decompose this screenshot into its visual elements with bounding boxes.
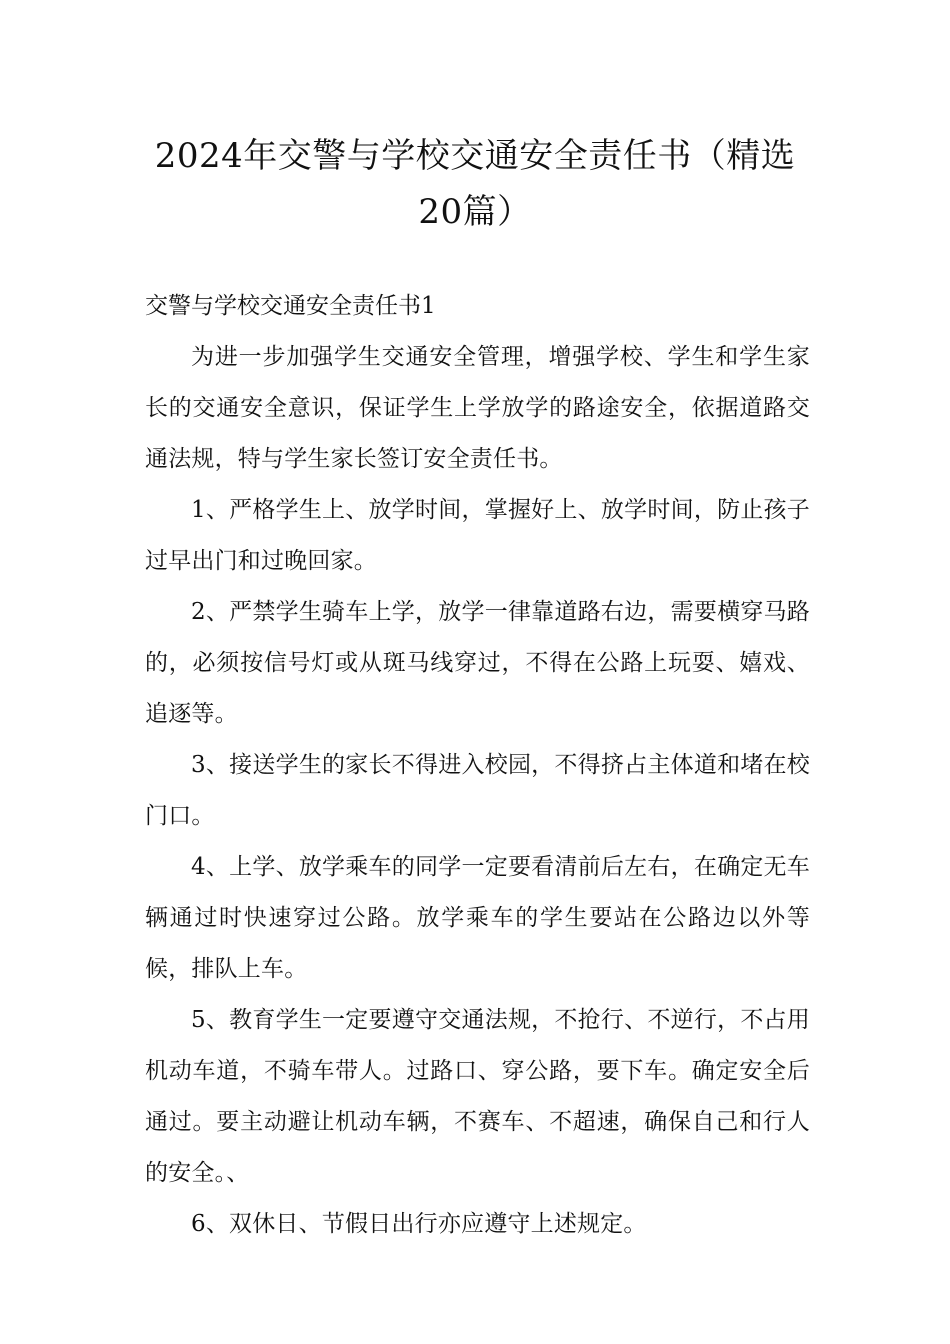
section-heading: 交警与学校交通安全责任书1 [145,293,436,319]
document-title [120,128,830,240]
paragraph-item-4: 4、上学、放学乘车的同学一定要看清前后左右，在确定无车辆通过时快速穿过公路。放学乘车的学生要站在公路边以外等候，排队上车。 [145,854,810,982]
document-title-line-1: 2024年交警与学校交通安全责任书（精选 [154,136,796,176]
document-title-line-2: 20篇） [418,192,532,232]
paragraph-item-2: 2、严禁学生骑车上学，放学一律靠道路右边，需要横穿马路的，必须按信号灯或从斑马线穿过，不得在公路上玩耍、嬉戏、追逐等。 [145,599,810,727]
paragraph-item-5: 5、教育学生一定要遵守交通法规，不抢行、不逆行，不占用机动车道，不骑车带人。过路口、穿公路，要下车。确定安全后通过。要主动避让机动车辆，不赛车、不超速，确保自己和行人的安全。、 [145,1007,810,1186]
paragraph-item-3: 3、接送学生的家长不得进入校园，不得挤占主体道和堵在校门口。 [145,752,810,829]
paragraph-item-1: 1、严格学生上、放学时间，掌握好上、放学时间，防止孩子过早出门和过晚回家。 [145,497,810,574]
paragraph-item-6: 6、双休日、节假日出行亦应遵守上述规定。 [191,1211,647,1237]
document-body [145,332,810,1250]
paragraph-intro: 为进一步加强学生交通安全管理，增强学校、学生和学生家长的交通安全意识，保证学生上学放学的路途安全，依据道路交通法规，特与学生家长签订安全责任书。 [145,344,810,472]
